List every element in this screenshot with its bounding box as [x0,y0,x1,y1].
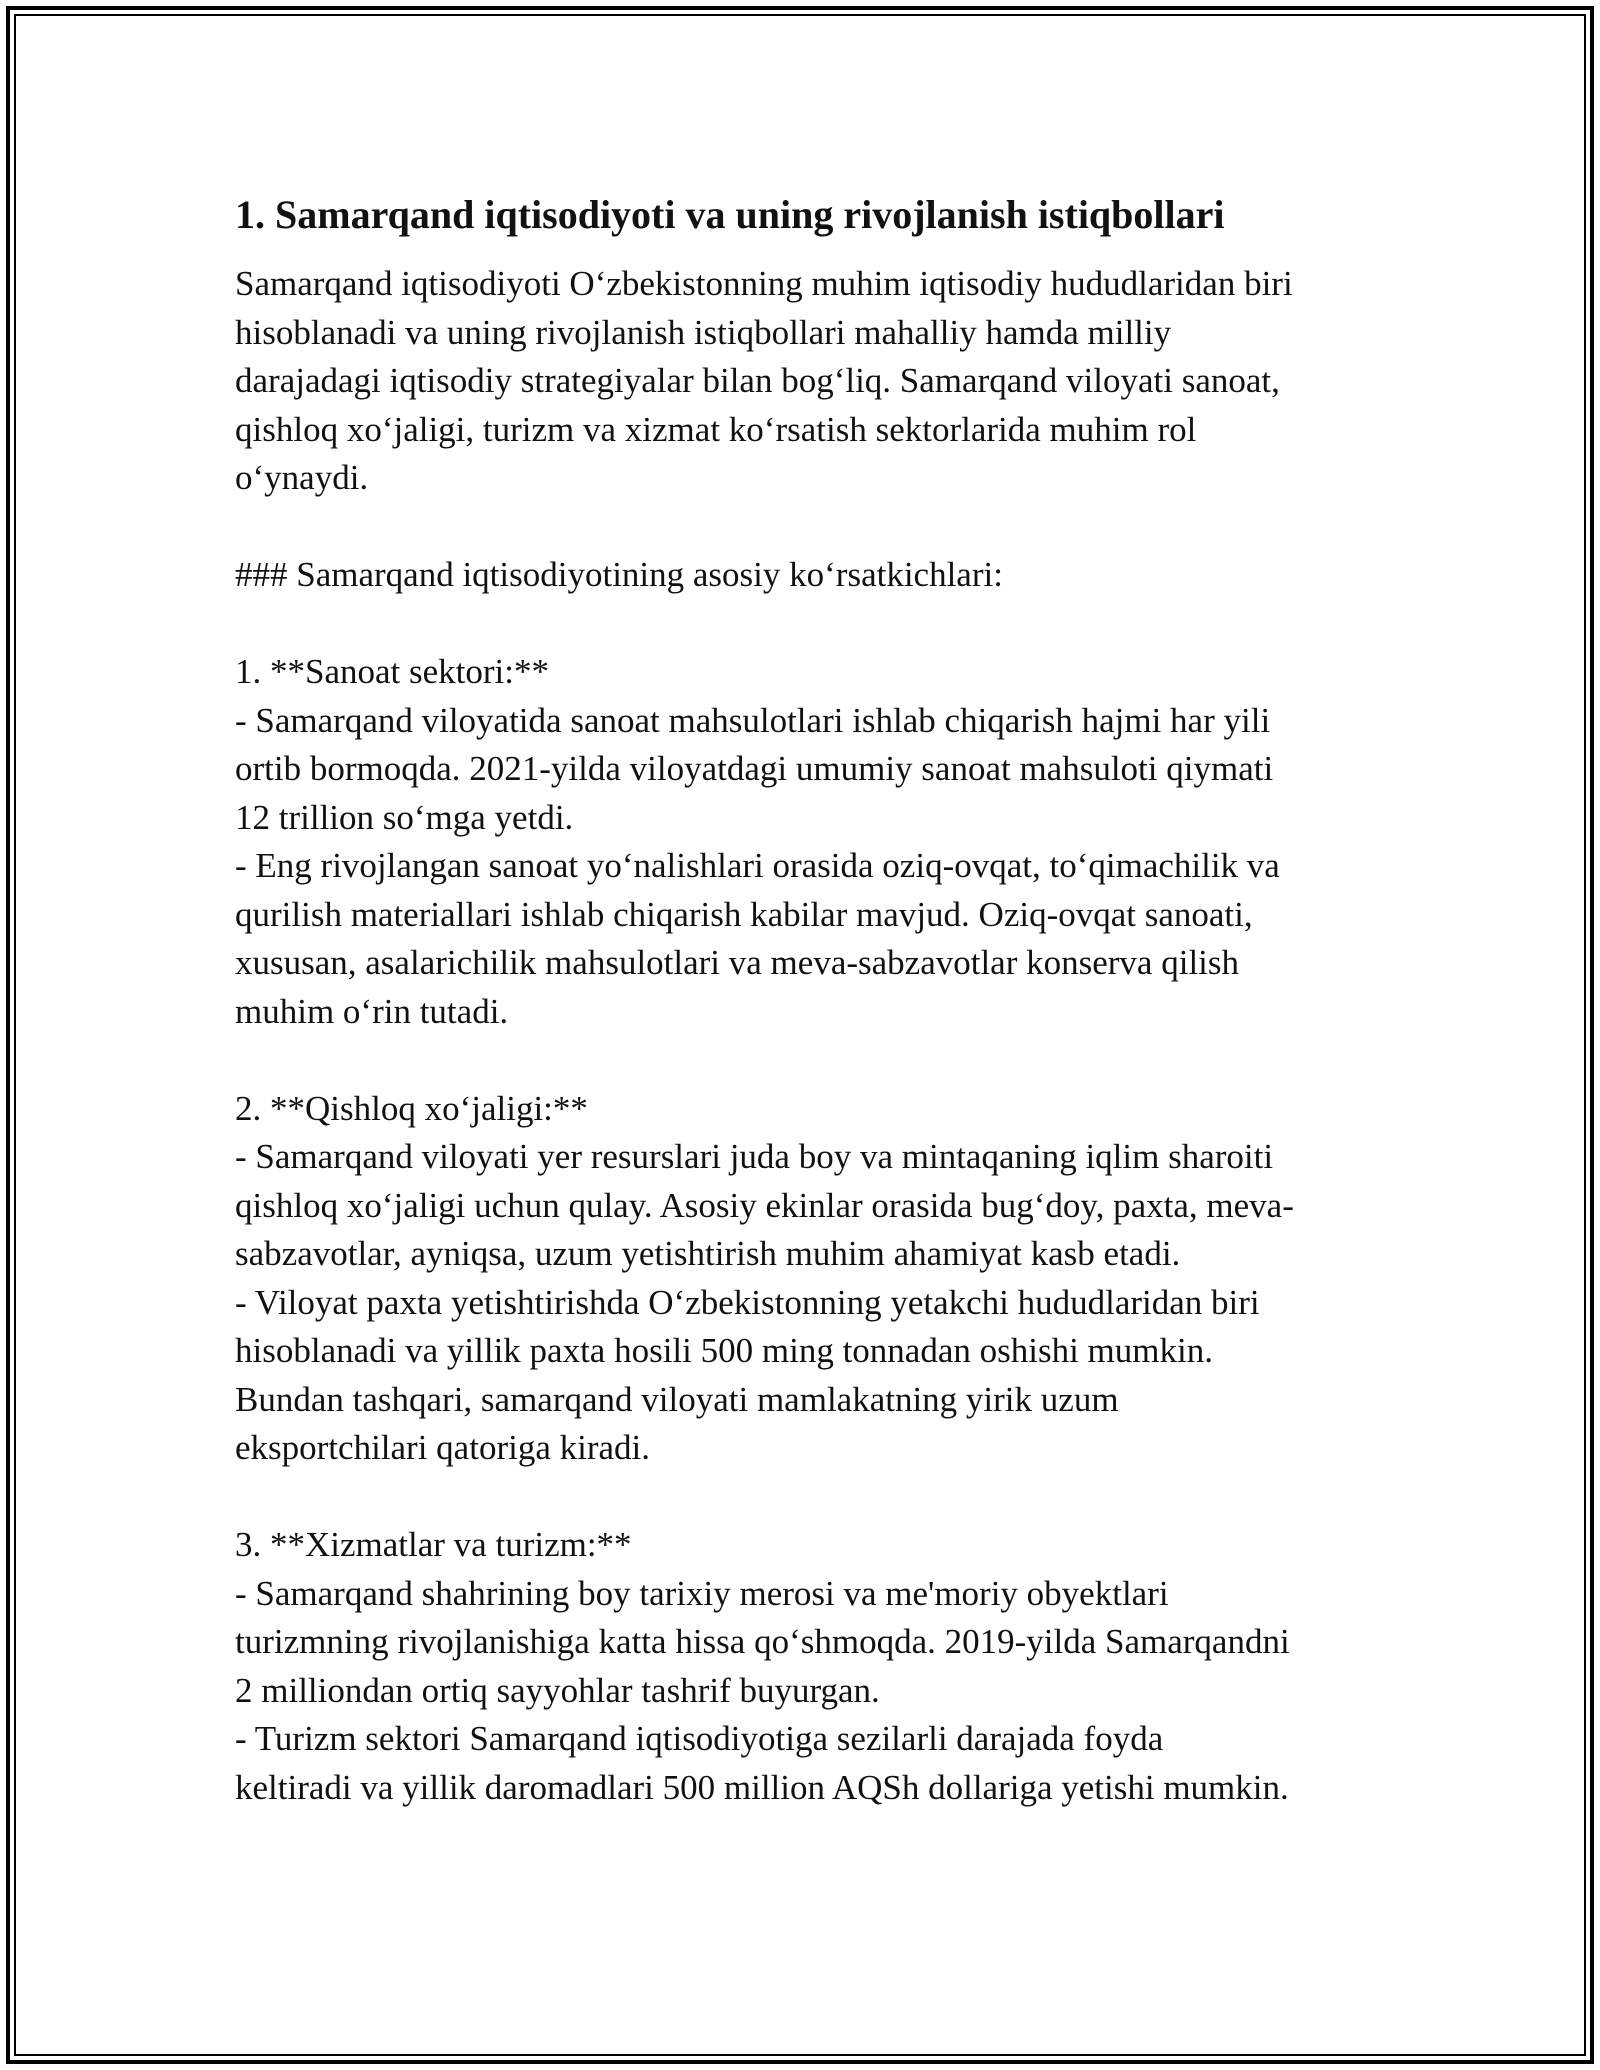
paragraph-gap [235,503,1365,552]
list-item-tourism: 3. **Xizmatlar va turizm:** - Samarqand shahrining boy tarixiy merosi va me'moriy obyektlari turizmning rivojlanishiga katta hissa qo‘shmoqda. 2019-yilda Samarqandni 2 milliondan ortiq sayyohlar tashrif buyurgan. - Turizm sektori Samarqand iqtisodiyotiga sezilarli darajada foyda keltiradi va yillik daromadlari 500 million AQSh dollariga yetishi mumkin. [235,1525,1290,1807]
paragraph-gap [235,1473,1365,1522]
intro-paragraph: Samarqand iqtisodiyoti O‘zbekistonning muhim iqtisodiy hududlaridan biri hisoblanadi va uning rivojlanish istiqbollari mahalliy hamda milliy darajadagi iqtisodiy strategiyalar bilan bog‘liq. Samarqand viloyati sanoat, qishloq xo‘jaligi, turizm va xizmat ko‘rsatish sektorlarida muhim rol o‘ynaydi. [235,264,1293,497]
document-title: 1. Samarqand iqtisodiyoti va uning rivojlanish istiqbollari [235,192,1225,237]
paragraph-gap [235,1036,1365,1085]
paragraph-gap [235,600,1365,649]
section-heading: ### Samarqand iqtisodiyotining asosiy ko‘rsatkichlari: [235,555,1003,594]
document-body [235,188,1365,1812]
list-item-agriculture: 2. **Qishloq xo‘jaligi:** - Samarqand viloyati yer resurslari juda boy va mintaqaning iqlim sharoiti qishloq xo‘jaligi uchun qulay. Asosiy ekinlar orasida bug‘doy, paxta, meva- sabzavotlar, ayniqsa, uzum yetishtirish muhim ahamiyat kasb etadi. - Viloyat paxta yetishtirishda O‘zbekistonning yetakchi hududlaridan biri hisoblanadi va yillik paxta hosili 500 ming tonnadan oshishi mumkin. Bundan tashqari, samarqand viloyati mamlakatning yirik uzum eksportchilari qatoriga kiradi. [235,1088,1294,1467]
list-item-industry: 1. **Sanoat sektori:** - Samarqand viloyatida sanoat mahsulotlari ishlab chiqarish hajmi har yili ortib bormoqda. 2021-yilda viloyatdagi umumiy sanoat mahsuloti qiymati 12 trillion so‘mga yetdi. - Eng rivojlangan sanoat yo‘nalishlari orasida oziq-ovqat, to‘qimachilik va qurilish materiallari ishlab chiqarish kabilar mavjud. Oziq-ovqat sanoati, xususan, asalarichilik mahsulotlari va meva-sabzavotlar konserva qilish muhim o‘rin tutadi. [235,652,1280,1031]
